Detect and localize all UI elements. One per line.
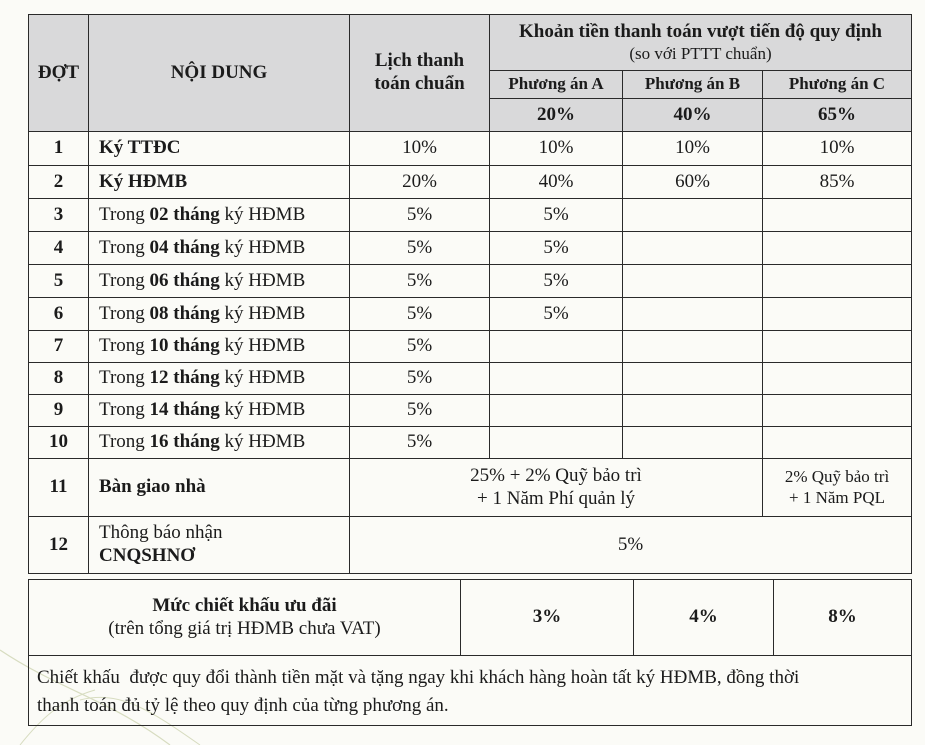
row-label [89, 331, 350, 363]
row-plan-b: 10% [623, 132, 763, 166]
row-plan-c [763, 232, 912, 265]
header-lich-line2: toán chuẩn [374, 73, 465, 94]
row-label [89, 427, 350, 459]
row-plan-c: 10% [763, 132, 912, 166]
discount-plan-c: 8% [774, 580, 912, 656]
row-label-prefix: Trong [99, 203, 150, 225]
row-plan-b [623, 298, 763, 331]
row-number: 4 [29, 232, 89, 265]
table-row [29, 395, 912, 427]
discount-table [28, 579, 912, 656]
header-lich-thanh-toan [350, 15, 490, 132]
row-standard: 20% [350, 166, 490, 199]
table-row [29, 232, 912, 265]
header-plan-c-pct [763, 99, 912, 132]
row-label [89, 363, 350, 395]
row-plan-c [763, 427, 912, 459]
row11-c-line2: + 1 Năm PQL [789, 487, 885, 507]
note-line2: thanh toán đủ tỷ lệ theo quy định của từng phương án. [37, 695, 449, 716]
header-lich-line1: Lịch thanh [374, 50, 465, 72]
row12-value: 5% [350, 517, 912, 574]
table-row-ownership-notice [29, 517, 912, 574]
table-row [29, 427, 912, 459]
row-plan-a [490, 427, 623, 459]
row-number: 2 [29, 166, 89, 199]
row-plan-c [763, 199, 912, 232]
row-plan-b [623, 427, 763, 459]
table-row [29, 166, 912, 199]
row-standard: 5% [350, 427, 490, 459]
row-plan-b [623, 395, 763, 427]
row-label-text: Ký HĐMB [99, 170, 188, 192]
discount-title: Mức chiết khấu ưu đãi [152, 594, 337, 616]
header-plan-b-pct [623, 99, 763, 132]
row-label [89, 517, 350, 574]
row-label [89, 199, 350, 232]
row-label-text: Ký TTĐC [99, 137, 181, 159]
header-dot [29, 15, 89, 132]
plan-a-name: Phương án A [508, 74, 604, 94]
row-plan-b [623, 331, 763, 363]
row-standard: 5% [350, 298, 490, 331]
row-standard: 5% [350, 395, 490, 427]
row-label-suffix: ký HĐMB [219, 302, 306, 324]
row-plan-b [623, 232, 763, 265]
row-label [89, 166, 350, 199]
row-label [89, 459, 350, 517]
plan-a-pct: 20% [537, 103, 575, 125]
row-label-suffix: ký HĐMB [219, 269, 306, 291]
header-plan-a [490, 71, 623, 99]
table-row [29, 132, 912, 166]
row-label-prefix: Trong [99, 269, 150, 291]
row-number: 3 [29, 199, 89, 232]
row-label-prefix: Trong [99, 236, 150, 258]
table-row [29, 199, 912, 232]
row-label-suffix: ký HĐMB [219, 431, 306, 453]
row-plan-c [763, 265, 912, 298]
row-plan-a [490, 331, 623, 363]
header-plan-c [763, 71, 912, 99]
row-plan-a: 5% [490, 232, 623, 265]
row-number: 8 [29, 363, 89, 395]
row-number: 10 [29, 427, 89, 459]
row-label-bold: 12 tháng [149, 367, 220, 389]
row-label-bold: 10 tháng [149, 335, 220, 357]
row-plan-a [490, 395, 623, 427]
row-label-bold: 08 tháng [149, 302, 220, 324]
row-number: 1 [29, 132, 89, 166]
row-label-bold: 06 tháng [149, 269, 220, 291]
row-standard: 5% [350, 232, 490, 265]
row-label [89, 298, 350, 331]
row-label [89, 265, 350, 298]
row-standard: 10% [350, 132, 490, 166]
row-plan-c [763, 298, 912, 331]
discount-plan-a: 3% [461, 580, 634, 656]
row-label-bold: 16 tháng [149, 431, 220, 453]
row-standard: 5% [350, 331, 490, 363]
header-khoan-tien [490, 15, 912, 71]
header-dot-text: ĐỢT [37, 61, 80, 83]
row-label-suffix: ký HĐMB [219, 399, 306, 421]
row-label [89, 132, 350, 166]
row-label-prefix: Trong [99, 367, 150, 389]
row12-label-line1: Thông báo nhận [99, 522, 223, 544]
note-line1: Chiết khấu được quy đổi thành tiền mặt và tặng ngay khi khách hàng hoàn tất ký HĐMB, đồng thời [37, 667, 800, 688]
header-noi-dung [89, 15, 350, 132]
row-standard: 5% [350, 265, 490, 298]
row-plan-a: 5% [490, 199, 623, 232]
row-label-prefix: Trong [99, 302, 150, 324]
row-plan-a [490, 363, 623, 395]
row-standard: 5% [350, 199, 490, 232]
row-label-suffix: ký HĐMB [219, 203, 306, 225]
discount-subtitle: (trên tổng giá trị HĐMB chưa VAT) [108, 617, 381, 639]
discount-label [29, 580, 461, 656]
row-standard: 5% [350, 363, 490, 395]
row-label-text: Bàn giao nhà [99, 476, 206, 498]
row11-c-line1: 2% Quỹ bảo trì [784, 467, 890, 487]
row-plan-a: 10% [490, 132, 623, 166]
row-label-bold: 02 tháng [149, 203, 220, 225]
row-label-bold: 04 tháng [149, 236, 220, 258]
row-plan-b [623, 265, 763, 298]
row-number: 11 [29, 459, 89, 517]
row11-main-value [350, 459, 763, 517]
row-number: 6 [29, 298, 89, 331]
row-plan-c [763, 395, 912, 427]
header-noi-dung-text: NỘI DUNG [170, 61, 268, 83]
row11-plan-c-value [763, 459, 912, 517]
table-row [29, 265, 912, 298]
row12-label-line2: CNQSHNƠ [99, 545, 196, 566]
header-plan-b [623, 71, 763, 99]
table-row-handover [29, 459, 912, 517]
discount-plan-b: 4% [634, 580, 774, 656]
header-khoan-tien-text: Khoản tiền thanh toán vượt tiến độ quy định [519, 20, 882, 42]
discount-row [29, 580, 912, 656]
row-plan-a: 5% [490, 265, 623, 298]
row11-main-line1: 25% + 2% Quỹ bảo trì [470, 464, 642, 486]
row-label-prefix: Trong [99, 431, 150, 453]
row-plan-a: 5% [490, 298, 623, 331]
row-number: 7 [29, 331, 89, 363]
row-label-suffix: ký HĐMB [219, 236, 306, 258]
discount-note [28, 654, 912, 726]
row-plan-c [763, 363, 912, 395]
row-plan-b [623, 199, 763, 232]
row-number: 9 [29, 395, 89, 427]
row-label-suffix: ký HĐMB [219, 367, 306, 389]
row-plan-c: 85% [763, 166, 912, 199]
plan-b-name: Phương án B [644, 74, 741, 94]
table-row [29, 363, 912, 395]
plan-b-pct: 40% [673, 103, 712, 125]
header-so-voi: (so với PTTT chuẩn) [629, 43, 772, 63]
row-label [89, 232, 350, 265]
row-label-prefix: Trong [99, 399, 150, 421]
row-label-prefix: Trong [99, 335, 150, 357]
row-label [89, 395, 350, 427]
row-plan-c [763, 331, 912, 363]
row-label-suffix: ký HĐMB [219, 335, 306, 357]
row-number: 12 [29, 517, 89, 574]
table-row [29, 298, 912, 331]
table-row [29, 331, 912, 363]
plan-c-name: Phương án C [788, 74, 886, 94]
row-label-bold: 14 tháng [149, 399, 220, 421]
payment-schedule-table [28, 14, 912, 574]
row-plan-b [623, 363, 763, 395]
header-plan-a-pct [490, 99, 623, 132]
row-plan-a: 40% [490, 166, 623, 199]
plan-c-pct: 65% [818, 103, 856, 125]
row-number: 5 [29, 265, 89, 298]
row-plan-b: 60% [623, 166, 763, 199]
row11-main-line2: + 1 Năm Phí quản lý [477, 487, 635, 509]
